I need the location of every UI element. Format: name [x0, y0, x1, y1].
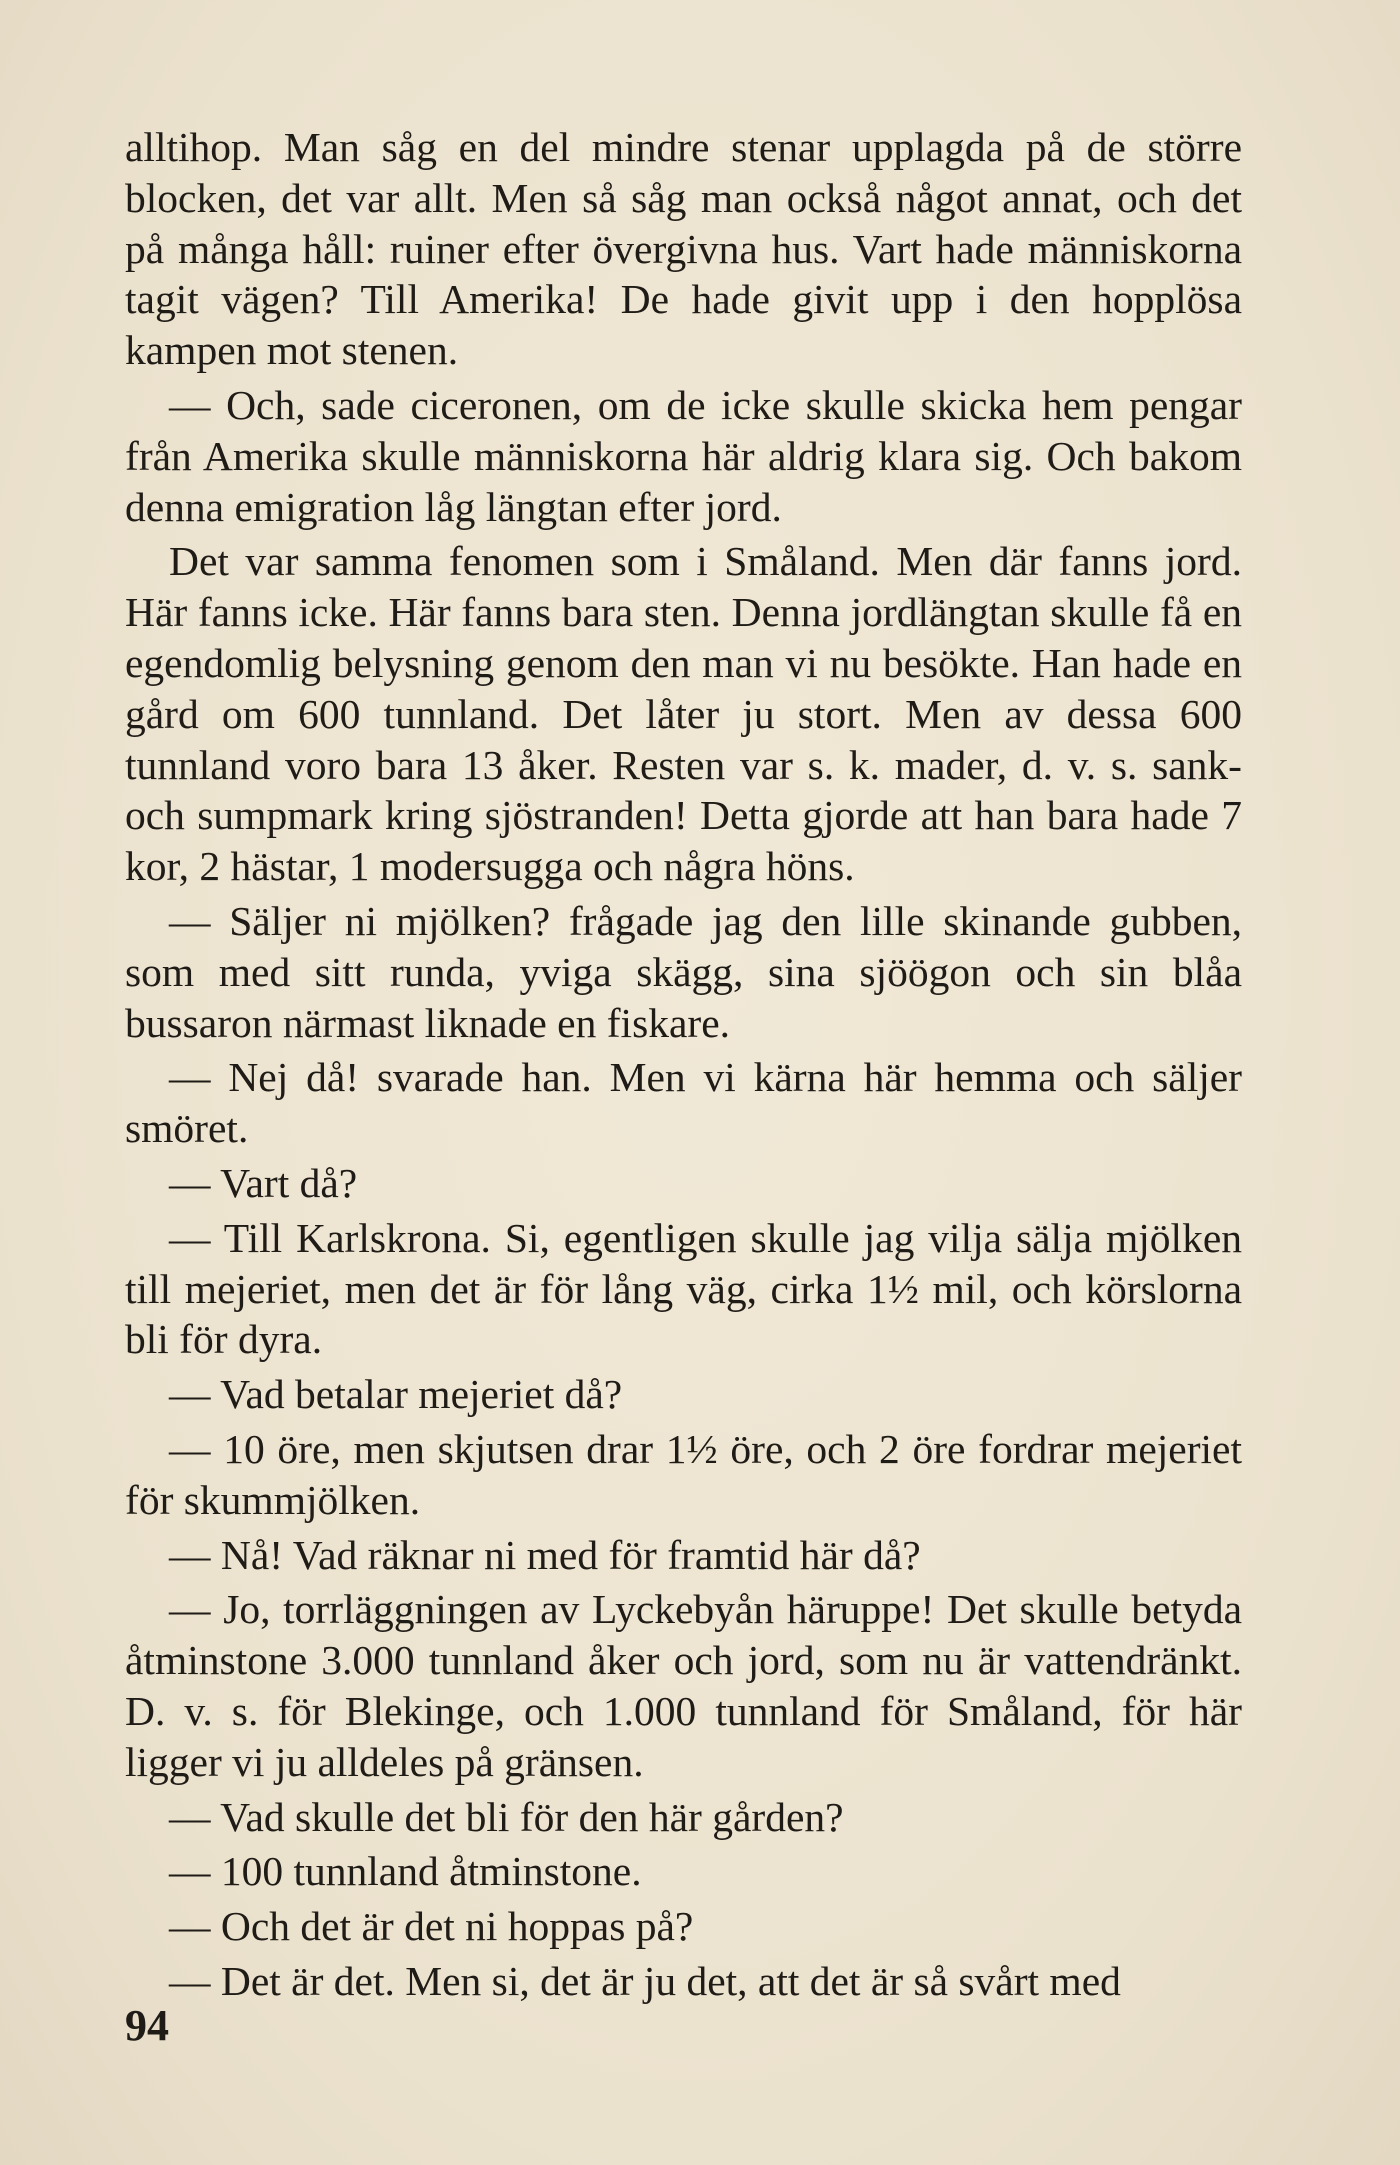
paragraph: — Jo, torrläggningen av Lyckebyån häruppe! Det skulle betyda åtminstone 3.000 tunnland åker och jord, som nu är vattendränkt. D. v. s. för Blekinge, och 1.000 tunnland för Småland, för här ligger vi ju alldeles på gränsen.	[125, 1586, 1242, 1785]
paragraph: Det var samma fenomen som i Småland. Men där fanns jord. Här fanns icke. Här fanns bara sten. Denna jordlängtan skulle få en egendomlig belysning genom den man vi nu besökte. Han hade en gård om 600 tunnland. Det låter ju stort. Men av dessa 600 tunnland voro bara 13 åker. Resten var s. k. mader, d. v. s. sank- och sumpmark kring sjöstranden! Detta gjorde att han bara hade 7 kor, 2 hästar, 1 modersugga och några höns.	[125, 538, 1242, 890]
paragraph: — Nej då! svarade han. Men vi kärna här hemma och säljer smöret.	[125, 1054, 1242, 1152]
paragraph: — Vart då?	[169, 1159, 358, 1206]
paragraph: — Vad skulle det bli för den här gården?	[169, 1793, 844, 1840]
paragraph: — 10 öre, men skjutsen drar 1½ öre, och 2 öre fordrar mejeriet för skummjölken.	[125, 1425, 1242, 1523]
paragraph: alltihop. Man såg en del mindre stenar upplagda på de större blocken, det var allt. Men så såg man också något annat, och det på många håll: ruiner efter övergivna hus. Vart hade människorna tagit vägen? Till Amerika! De hade givit upp i den hopplösa kampen mot stenen.	[125, 124, 1242, 374]
paragraph: — Till Karlskrona. Si, egentligen skulle jag vilja sälja mjölken till mejeriet, men det är för lång väg, cirka 1½ mil, och körslorna bli för dyra.	[125, 1214, 1242, 1363]
page-number: 94	[125, 2001, 169, 2050]
paragraph: — Och det är det ni hoppas på?	[169, 1903, 694, 1950]
paragraph: — Säljer ni mjölken? frågade jag den lille skinande gubben, som med sitt runda, yviga skägg, sina sjöögon och sin blåa bussaron närmast liknade en fiskare.	[125, 897, 1242, 1046]
paragraph: — Och, sade ciceronen, om de icke skulle skicka hem pengar från Amerika skulle människorna här aldrig klara sig. Och bakom denna emigration låg längtan efter jord.	[125, 381, 1242, 530]
paragraph: — Nå! Vad räknar ni med för framtid här då?	[169, 1531, 921, 1578]
body-text	[125, 122, 1242, 2011]
paragraph: — 100 tunnland åtminstone.	[169, 1848, 642, 1895]
paragraph: — Vad betalar mejeriet då?	[169, 1371, 623, 1418]
paragraph: — Det är det. Men si, det är ju det, att det är så svårt med	[169, 1957, 1121, 2004]
